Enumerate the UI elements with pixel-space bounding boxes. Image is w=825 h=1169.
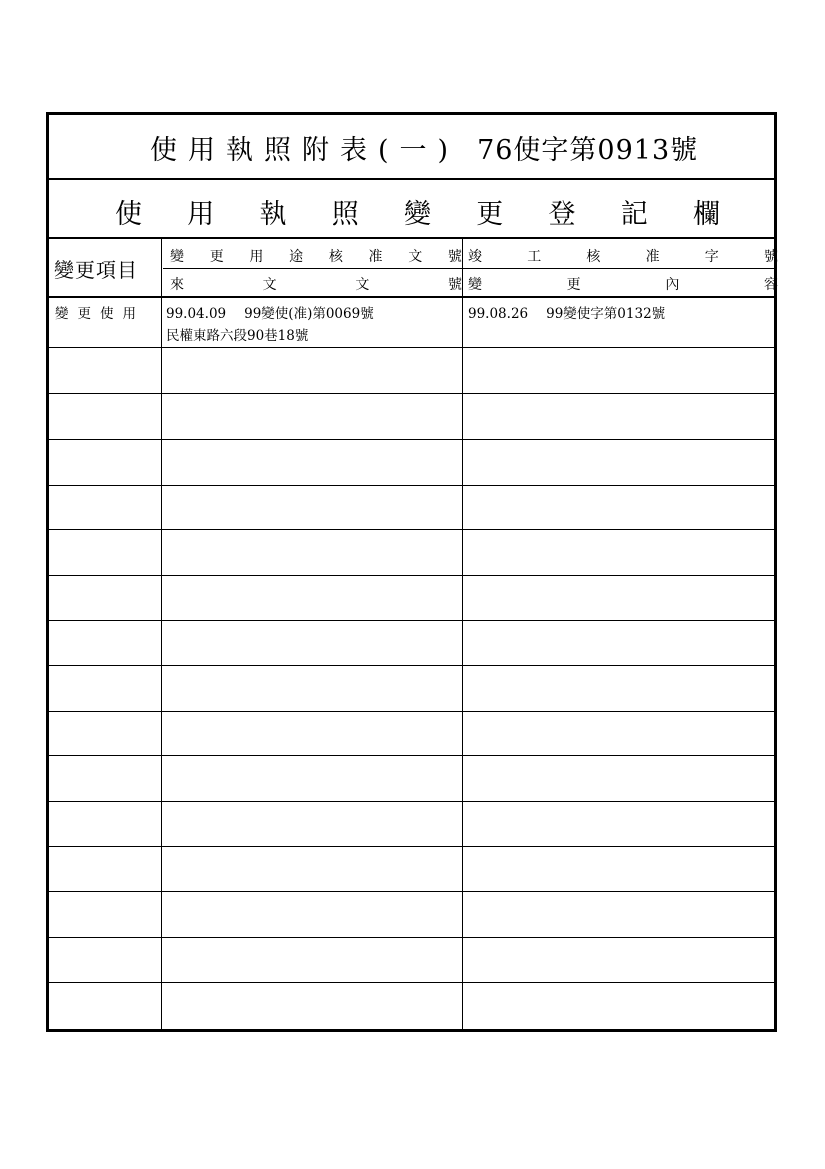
divider: [46, 237, 777, 239]
ruled-line: [46, 620, 777, 621]
header-completion-approval-no-char: 核: [586, 249, 601, 265]
header-change-content-char: 內: [665, 277, 680, 293]
header-incoming-doc-no-char: 文: [355, 277, 370, 293]
header-completion-approval-no-char: 字: [704, 249, 719, 265]
subtitle-char: 使: [115, 199, 142, 230]
license-number: 76使字第0913號: [477, 135, 699, 166]
header-incoming-doc-no-char: 來: [170, 277, 184, 293]
subtitle-char: 記: [620, 199, 648, 230]
header-change-content-char: 容: [763, 277, 778, 293]
header-change-approval-no-char: 用: [249, 249, 264, 265]
row-approval: [166, 302, 374, 322]
header-completion-approval-no-char: 工: [527, 249, 542, 265]
ruled-line: [46, 393, 777, 394]
ruled-line: [46, 347, 777, 348]
header-completion-approval-no: [468, 246, 778, 266]
header-change-approval-no-char: 文: [408, 249, 423, 265]
ruled-line: [46, 846, 777, 847]
header-change-approval-no-char: 更: [209, 249, 224, 265]
header-change-approval-no-char: 准: [368, 249, 383, 265]
ruled-line: [46, 937, 777, 938]
divider: [46, 178, 777, 180]
subtitle-char: 登: [548, 199, 576, 230]
header-incoming-doc-no: [170, 274, 462, 294]
ruled-line: [46, 529, 777, 530]
header-bottom-line: [46, 296, 777, 298]
header-change-content-char: 更: [566, 277, 581, 293]
ruled-line: [46, 891, 777, 892]
row-approval-no: 99變使(准)第0069號: [244, 306, 374, 322]
form-title-main: 使用執照附表(一): [150, 135, 460, 166]
column-divider-left: [161, 237, 162, 1031]
header-incoming-doc-no-char: 文: [262, 277, 277, 293]
row-completion: [468, 302, 665, 322]
subtitle-char: 照: [331, 199, 359, 230]
row-completion-date: 99.08.26: [468, 306, 529, 322]
header-completion-approval-no-char: 竣: [468, 249, 482, 265]
row-approval-date: 99.04.09: [166, 306, 227, 322]
header-change-approval-no-char: 號: [447, 249, 462, 265]
row-completion-no: 99變使字第0132號: [546, 306, 666, 322]
header-change-approval-no-char: 核: [328, 249, 343, 265]
subtitle-char: 用: [187, 199, 215, 230]
form-title: [150, 128, 698, 167]
ruled-line: [46, 485, 777, 486]
subtitle-char: 變: [404, 199, 431, 230]
subtitle-char: 執: [259, 199, 287, 230]
column-divider-right: [462, 237, 463, 1031]
ruled-line: [46, 801, 777, 802]
form-subtitle: [115, 192, 720, 231]
ruled-line: [46, 575, 777, 576]
header-change-approval-no-char: 變: [170, 249, 184, 265]
ruled-line: [46, 665, 777, 666]
header-change-content-char: 變: [468, 277, 482, 293]
header-change-content: [468, 274, 778, 294]
row-address: 民權東路六段90巷18號: [166, 328, 309, 344]
header-divider: [163, 268, 777, 269]
header-completion-approval-no-char: 准: [645, 249, 660, 265]
header-change-approval-no-char: 途: [289, 249, 304, 265]
subtitle-char: 欄: [693, 199, 720, 230]
header-change-approval-no: [170, 246, 462, 266]
ruled-line: [46, 439, 777, 440]
subtitle-char: 更: [476, 199, 504, 230]
ruled-line: [46, 755, 777, 756]
ruled-line: [46, 982, 777, 983]
header-change-item: 變更項目: [54, 258, 138, 282]
header-completion-approval-no-char: 號: [763, 249, 778, 265]
ruled-line: [46, 711, 777, 712]
header-incoming-doc-no-char: 號: [447, 277, 462, 293]
row-change-item: 變更使用: [55, 306, 145, 322]
